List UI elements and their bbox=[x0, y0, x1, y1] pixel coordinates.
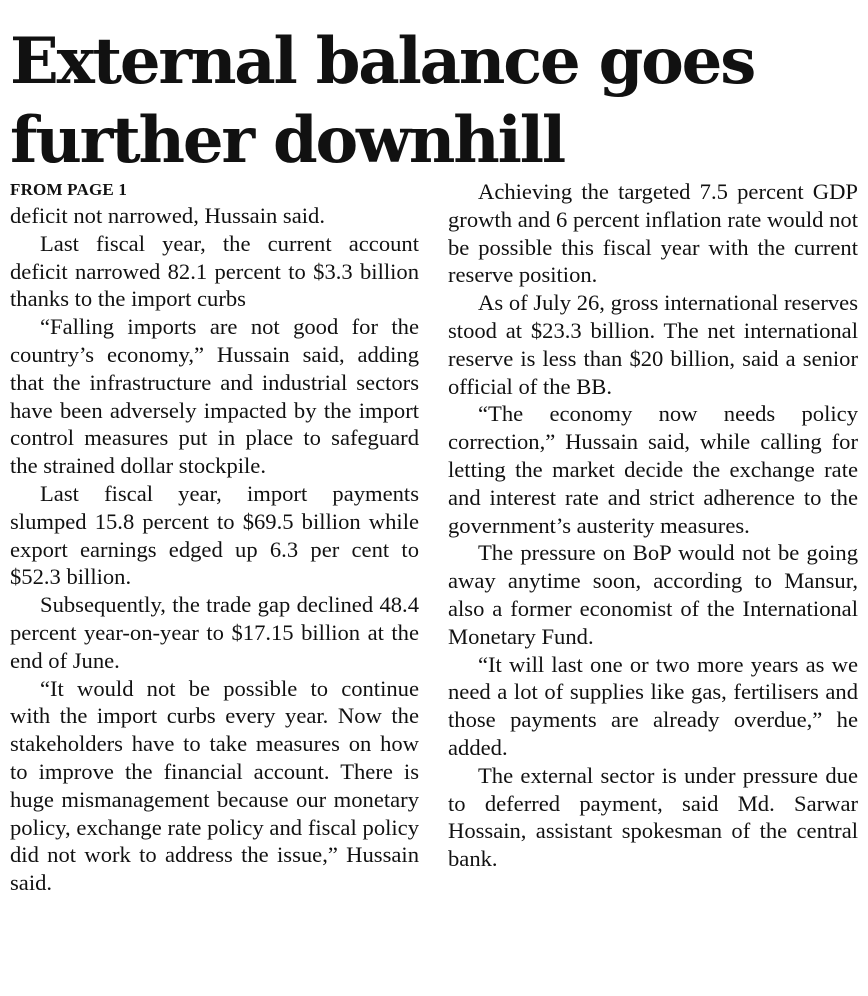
article-column-right bbox=[448, 178, 858, 873]
paragraph: “It will last one or two more years as we need a lot of supplies like gas, fertilisers and those payments are already overdue,” he added. bbox=[448, 651, 858, 760]
paragraph: deficit not narrowed, Hussain said. bbox=[10, 203, 325, 228]
paragraph: Last fiscal year, the current account deficit narrowed 82.1 percent to $3.3 billion thanks to the import curbs bbox=[10, 230, 419, 312]
paragraph: The external sector is under pressure due to deferred payment, said Md. Sarwar Hossain, assistant spokesman of the central bank. bbox=[448, 762, 858, 872]
paragraph: “It would not be possible to continue with the import curbs every year. Now the stakeholders have to take measures on how to improve the financial account. There is huge mismanagement because our monetary policy, exchange rate policy and fiscal policy did not work to address the issue,” Hussain said. bbox=[10, 675, 419, 896]
continued-from-label: FROM PAGE 1 bbox=[10, 180, 128, 199]
article-column-left bbox=[10, 178, 419, 897]
paragraph: The pressure on BoP would not be going away anytime soon, according to Mansur, also a former economist of the International Monetary Fund. bbox=[448, 540, 858, 649]
paragraph: Achieving the targeted 7.5 percent GDP growth and 6 percent inflation rate would not be possible this fiscal year with the current reserve position. bbox=[448, 179, 858, 288]
paragraph: Last fiscal year, import payments slumped 15.8 percent to $69.5 billion while export earnings edged up 6.3 per cent to $52.3 billion. bbox=[10, 480, 419, 590]
paragraph: “Falling imports are not good for the country’s economy,” Hussain said, adding that the infrastructure and industrial sectors have been adversely impacted by the import control measures put in place to safeguard the strained dollar stockpile. bbox=[10, 314, 419, 479]
paragraph: “The economy now needs policy correction,” Hussain said, while calling for letting the market decide the exchange rate and interest rate and strict adherence to the government’s austerity measures. bbox=[448, 401, 858, 538]
headline: External balance goes further downhill bbox=[10, 24, 755, 178]
paragraph: As of July 26, gross international reserves stood at $23.3 billion. The net international reserve is less than $20 billion, said a senior official of the BB. bbox=[448, 290, 858, 399]
paragraph: Subsequently, the trade gap declined 48.4 percent year-on-year to $17.15 billion at the end of June. bbox=[10, 592, 419, 673]
